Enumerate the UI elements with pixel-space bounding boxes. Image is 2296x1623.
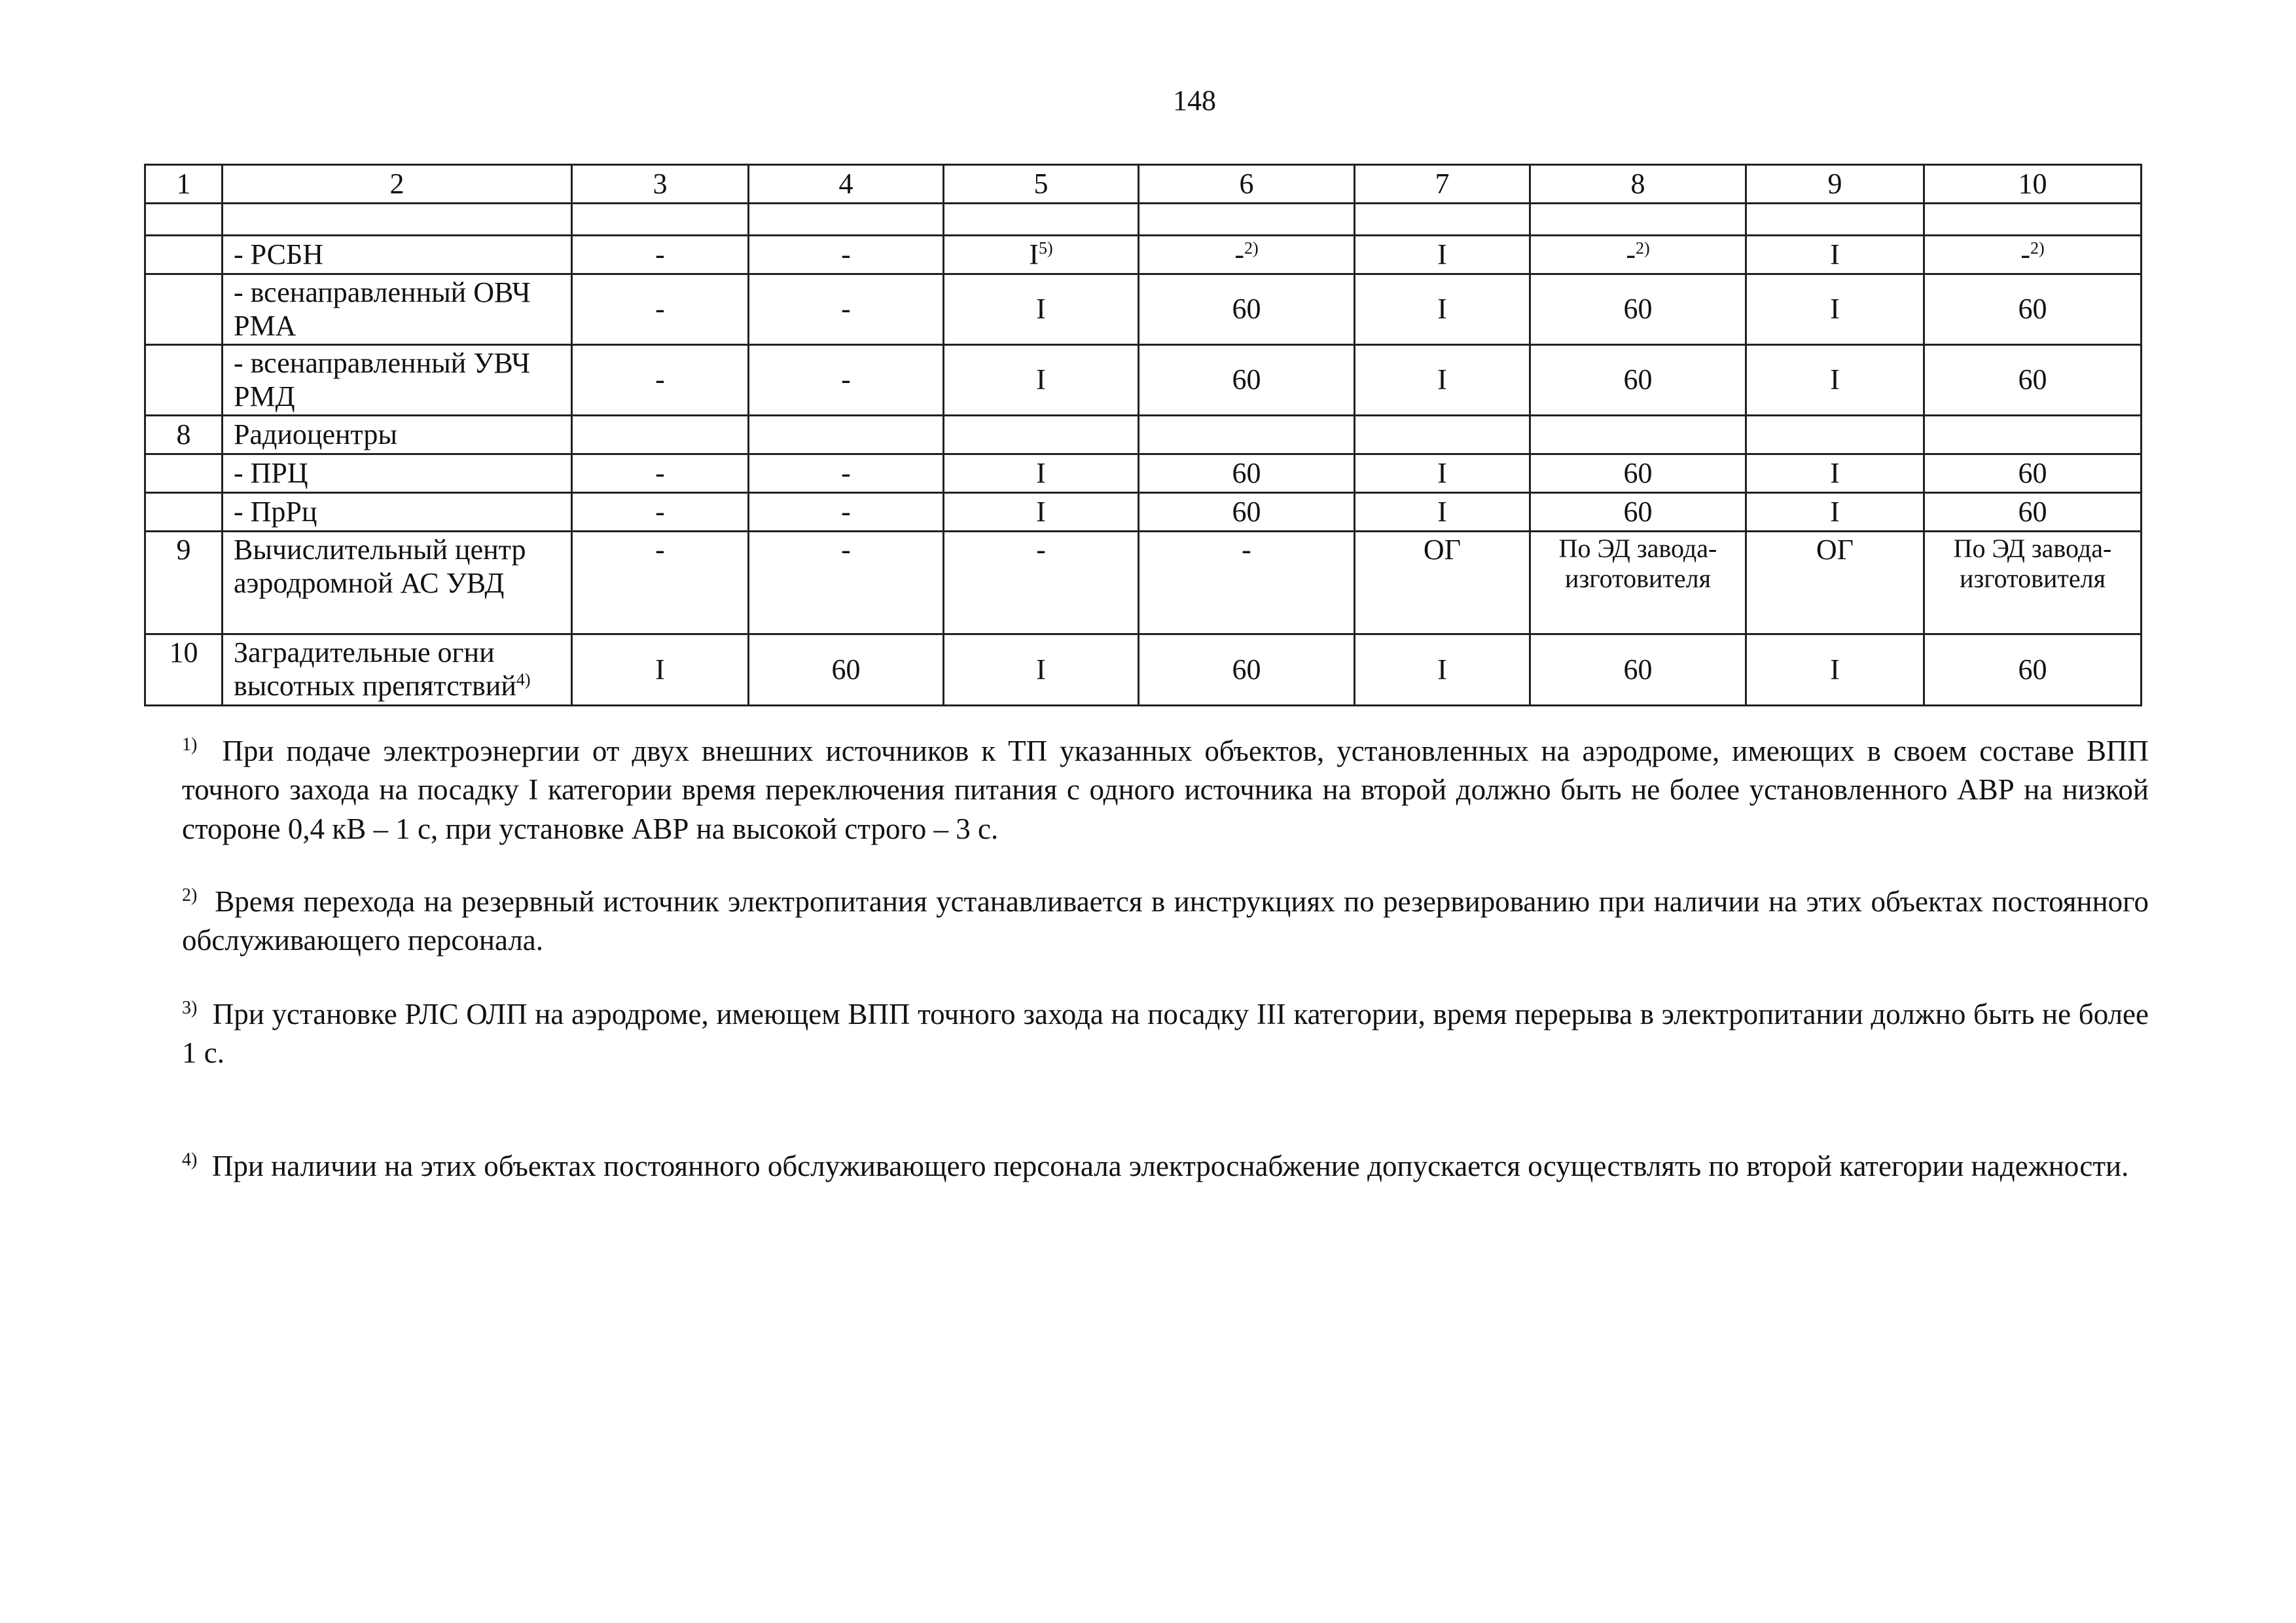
object-name: Заградительные огни высотных препятствий$^{4)}$	[223, 634, 572, 705]
footnote-ref: 2)	[2030, 238, 2045, 258]
table-row-empty	[145, 204, 2142, 236]
cell-col7: I	[1355, 634, 1530, 705]
cell-col9: I	[1746, 493, 1924, 532]
table-row	[145, 274, 2142, 345]
header-cell: 3	[572, 165, 749, 204]
header-cell: 2	[223, 165, 572, 204]
cell-col4: -	[749, 493, 944, 532]
cell-col5: $I^{5)}$	[944, 236, 1139, 274]
cell-col10: По ЭД завода-изготовителя	[1924, 532, 2142, 634]
cell-col9: I	[1746, 454, 1924, 493]
header-cell: 6	[1139, 165, 1355, 204]
footnote-4	[182, 1147, 2149, 1186]
cell-col8: 60	[1530, 274, 1746, 345]
cell-col9: I	[1746, 236, 1924, 274]
footnote-text: При подаче электроэнергии от двух внешних источников к ТП указанных объектов, установленных на аэродроме, имеющих в своем составе ВПП точного захода на посадку I категории время переключения питания с одного источника на второй должно быть не более установленного АВР на низкой стороне 0,4 кВ – 1 с, при установке АВР на высокой строго – 3 с.	[182, 735, 2149, 845]
row-number	[145, 493, 223, 532]
cell-col5: I	[944, 274, 1139, 345]
footnote-ref: 4)	[516, 670, 531, 689]
cell-col3: -	[572, 493, 749, 532]
table-row	[145, 345, 2142, 416]
cell-col5: I	[944, 454, 1139, 493]
cell-col4: -	[749, 236, 944, 274]
header-cell: 5	[944, 165, 1139, 204]
object-name: - ПРЦ	[223, 454, 572, 493]
footnote-text: При наличии на этих объектах постоянного обслуживающего персонала электроснабжение допускается осуществлять по второй категории надежности.	[211, 1150, 2129, 1182]
footnote-mark: 2)	[182, 885, 198, 905]
cell-col9: I	[1746, 274, 1924, 345]
footnote-ref: 2)	[1635, 238, 1650, 258]
cell-col3: -	[572, 236, 749, 274]
cell-col4: -	[749, 345, 944, 416]
cell-col10: 60	[1924, 634, 2142, 705]
object-name: - всенаправленный ОВЧ РМА	[223, 274, 572, 345]
object-name: - РСБН	[223, 236, 572, 274]
cell-col5: I	[944, 634, 1139, 705]
table-row	[145, 236, 2142, 274]
cell-col8: По ЭД завода-изготовителя	[1530, 532, 1746, 634]
cell-col3: -	[572, 274, 749, 345]
cell-col8: -$^{2)}$	[1530, 236, 1746, 274]
cell-col10: 60	[1924, 345, 2142, 416]
footnote-mark: 1)	[182, 735, 198, 755]
object-name: Радиоцентры	[223, 416, 572, 454]
cell-col4: -	[749, 274, 944, 345]
row-number: 9	[145, 532, 223, 634]
cell-col6: -	[1139, 532, 1355, 634]
cell-col6: 60	[1139, 493, 1355, 532]
cell-col6: 60	[1139, 634, 1355, 705]
cell-col3: -	[572, 454, 749, 493]
cell-col7: I	[1355, 345, 1530, 416]
header-cell: 4	[749, 165, 944, 204]
cell-col10: 60	[1924, 493, 2142, 532]
header-cell: 7	[1355, 165, 1530, 204]
page-number: 148	[1173, 84, 1216, 117]
cell-col3: -	[572, 345, 749, 416]
cell-col6: 60	[1139, 345, 1355, 416]
cell-col8: 60	[1530, 454, 1746, 493]
table-row	[145, 493, 2142, 532]
cell-col7: I	[1355, 236, 1530, 274]
cell-col5: I	[944, 345, 1139, 416]
cell-col9: ОГ	[1746, 532, 1924, 634]
cell-col3: -	[572, 532, 749, 634]
cell-col7: ОГ	[1355, 532, 1530, 634]
footnote-mark: 4)	[182, 1150, 198, 1170]
cell-col4: 60	[749, 634, 944, 705]
table-row	[145, 532, 2142, 634]
row-number	[145, 454, 223, 493]
table-header-row	[145, 165, 2142, 204]
table-row	[145, 634, 2142, 705]
cell-col10: -$^{2)}$	[1924, 236, 2142, 274]
table-row	[145, 416, 2142, 454]
footnote-ref: 2)	[1244, 238, 1259, 258]
cell-col8: 60	[1530, 634, 1746, 705]
footnote-text: При установке РЛС ОЛП на аэродроме, имеющем ВПП точного захода на посадку III категории, время перерыва в электропитании должно быть не более 1 с.	[182, 998, 2149, 1070]
row-number	[145, 274, 223, 345]
object-name: Вычислительный центр аэродромной АС УВД	[223, 532, 572, 634]
cell-col10: 60	[1924, 274, 2142, 345]
cell-col6: 60	[1139, 454, 1355, 493]
requirements-table	[144, 164, 2142, 706]
cell-col7: I	[1355, 454, 1530, 493]
footnote-ref: 5)	[1038, 238, 1053, 258]
footnote-text: Время перехода на резервный источник электропитания устанавливается в инструкциях по резервированию при наличии на этих объектах постоянного обслуживающего персонала.	[182, 885, 2149, 957]
object-name: - всенаправленный УВЧ РМД	[223, 345, 572, 416]
cell-col10: 60	[1924, 454, 2142, 493]
header-cell: 1	[145, 165, 223, 204]
cell-col5: -	[944, 532, 1139, 634]
footnote-1	[182, 732, 2149, 848]
footnote-2	[182, 883, 2149, 960]
cell-col5: I	[944, 493, 1139, 532]
header-cell: 9	[1746, 165, 1924, 204]
cell-col8: 60	[1530, 493, 1746, 532]
row-number: 8	[145, 416, 223, 454]
footnote-mark: 3)	[182, 998, 198, 1018]
cell-col8: 60	[1530, 345, 1746, 416]
object-name: - ПрРц	[223, 493, 572, 532]
cell-col7: I	[1355, 493, 1530, 532]
cell-col4: -	[749, 454, 944, 493]
cell-col6: -$^{2)}$	[1139, 236, 1355, 274]
row-number	[145, 345, 223, 416]
footnote-3	[182, 995, 2149, 1073]
row-number	[145, 236, 223, 274]
row-number: 10	[145, 634, 223, 705]
cell-col6: 60	[1139, 274, 1355, 345]
header-cell: 10	[1924, 165, 2142, 204]
table-row	[145, 454, 2142, 493]
header-cell: 8	[1530, 165, 1746, 204]
cell-col9: I	[1746, 634, 1924, 705]
cell-col4: -	[749, 532, 944, 634]
cell-col7: I	[1355, 274, 1530, 345]
cell-col9: I	[1746, 345, 1924, 416]
cell-col3: I	[572, 634, 749, 705]
